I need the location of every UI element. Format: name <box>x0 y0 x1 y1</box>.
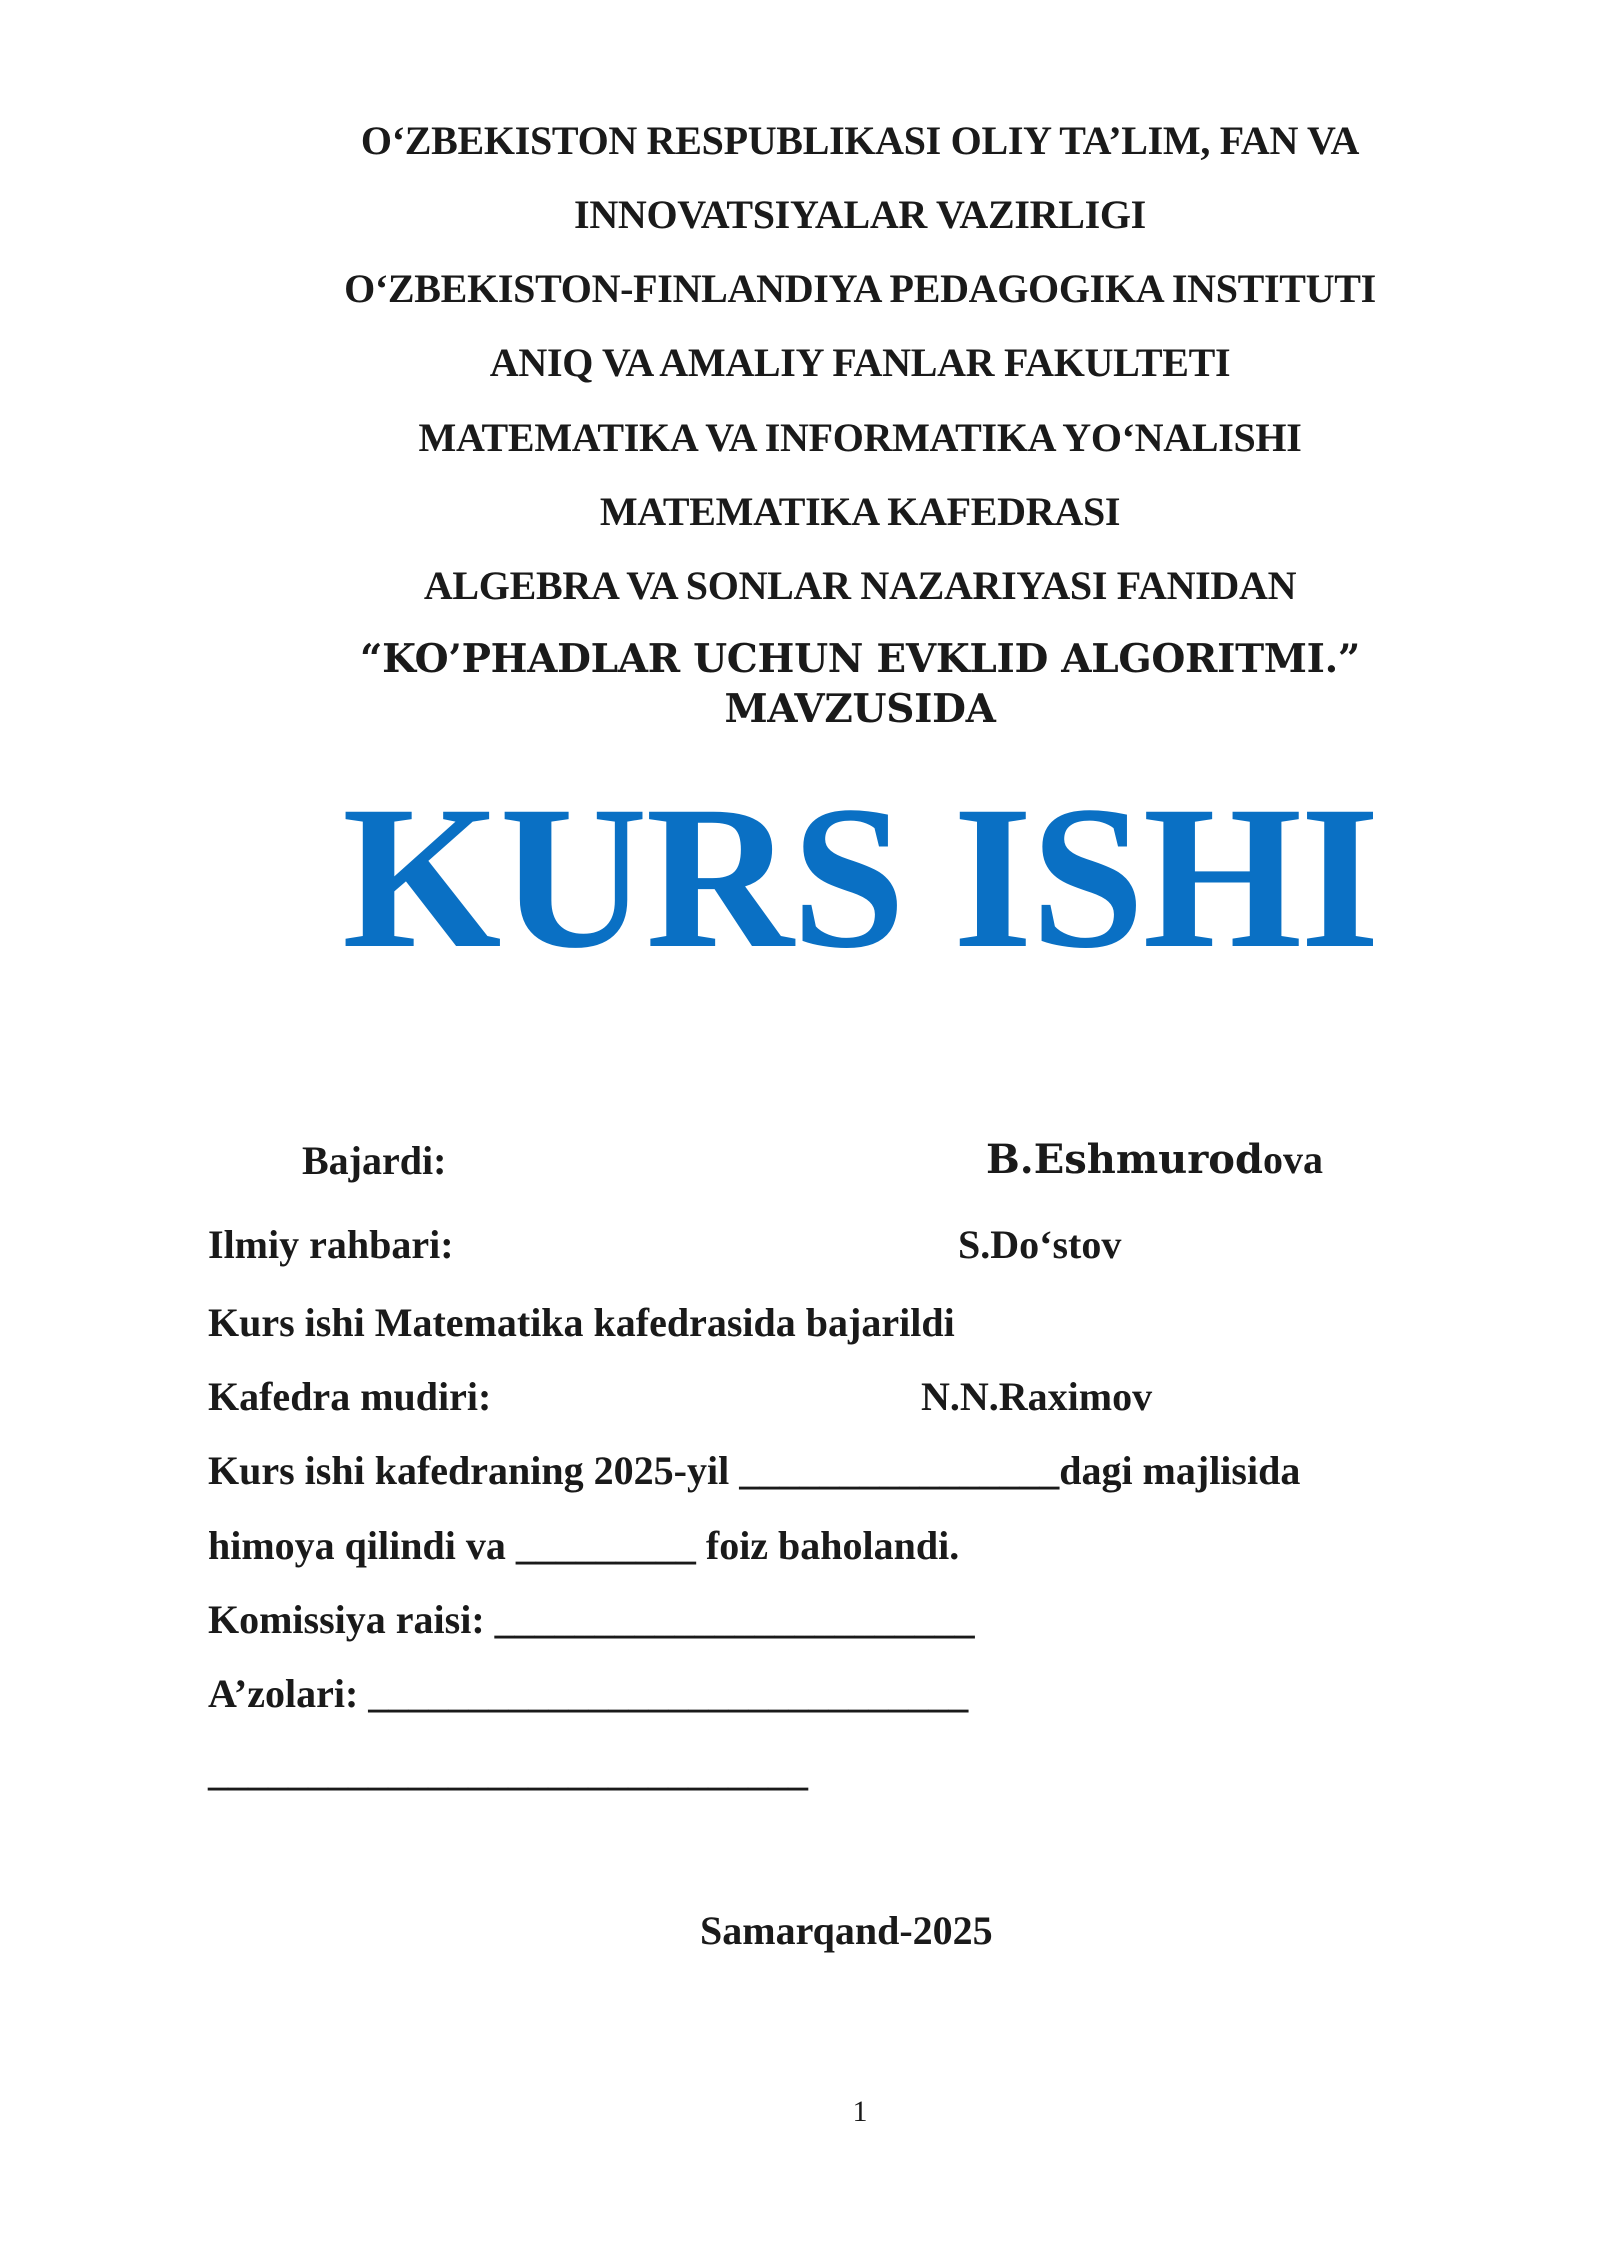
city-year: Samarqand-2025 <box>700 1908 993 1953</box>
subject-name: ALGEBRA VA SONLAR NAZARIYASI FANIDAN <box>423 563 1297 608</box>
azolari-line: A’zolari: ______________________________ <box>208 1671 969 1716</box>
direction-name: MATEMATIKA VA INFORMATIKA YO‘NALISHI <box>418 415 1302 460</box>
rahbar-value: S.Do‘stov <box>958 1222 1122 1267</box>
faculty-name: ANIQ VA AMALIY FANLAR FAKULTETI <box>489 340 1231 385</box>
mudir-label: Kafedra mudiri: <box>208 1374 492 1419</box>
document-title: KURS ISHI <box>342 764 1378 991</box>
bajardi-value-main: B.Eshmurod <box>986 1136 1263 1183</box>
rahbar-label: Ilmiy rahbari: <box>208 1222 454 1267</box>
bajardi-label: Bajardi: <box>302 1138 447 1183</box>
institute-name: O‘ZBEKISTON-FINLANDIYA PEDAGOGIKA INSTITUTI <box>344 266 1376 311</box>
bajardi-value-tail: ova <box>1262 1137 1323 1182</box>
department-name: MATEMATIKA KAFEDRASI <box>599 489 1121 534</box>
bajardi-value <box>986 1136 1323 1183</box>
page-number: 1 <box>852 2095 868 2128</box>
majlis-line: Kurs ishi kafedraning 2025-yil ________________dagi majlisida <box>208 1448 1301 1493</box>
topic-suffix: MAVZUSIDA <box>724 686 996 732</box>
mudir-value: N.N.Raximov <box>921 1374 1153 1419</box>
extra-signature-line: ______________________________ <box>208 1749 808 1794</box>
topic-title: “KO’PHADLAR UCHUN EVKLID ALGORITMI.” <box>359 636 1361 682</box>
ministry-line-1: O‘ZBEKISTON RESPUBLIKASI OLIY TA’LIM, FAN VA <box>360 118 1360 163</box>
ministry-line-2: INNOVATSIYALAR VAZIRLIGI <box>574 192 1146 237</box>
komissiya-raisi-line: Komissiya raisi: ________________________ <box>208 1597 975 1642</box>
himoya-line: himoya qilindi va _________ foiz baholandi. <box>208 1523 960 1568</box>
kafedrada-bajarildi: Kurs ishi Matematika kafedrasida bajarildi <box>208 1300 955 1345</box>
